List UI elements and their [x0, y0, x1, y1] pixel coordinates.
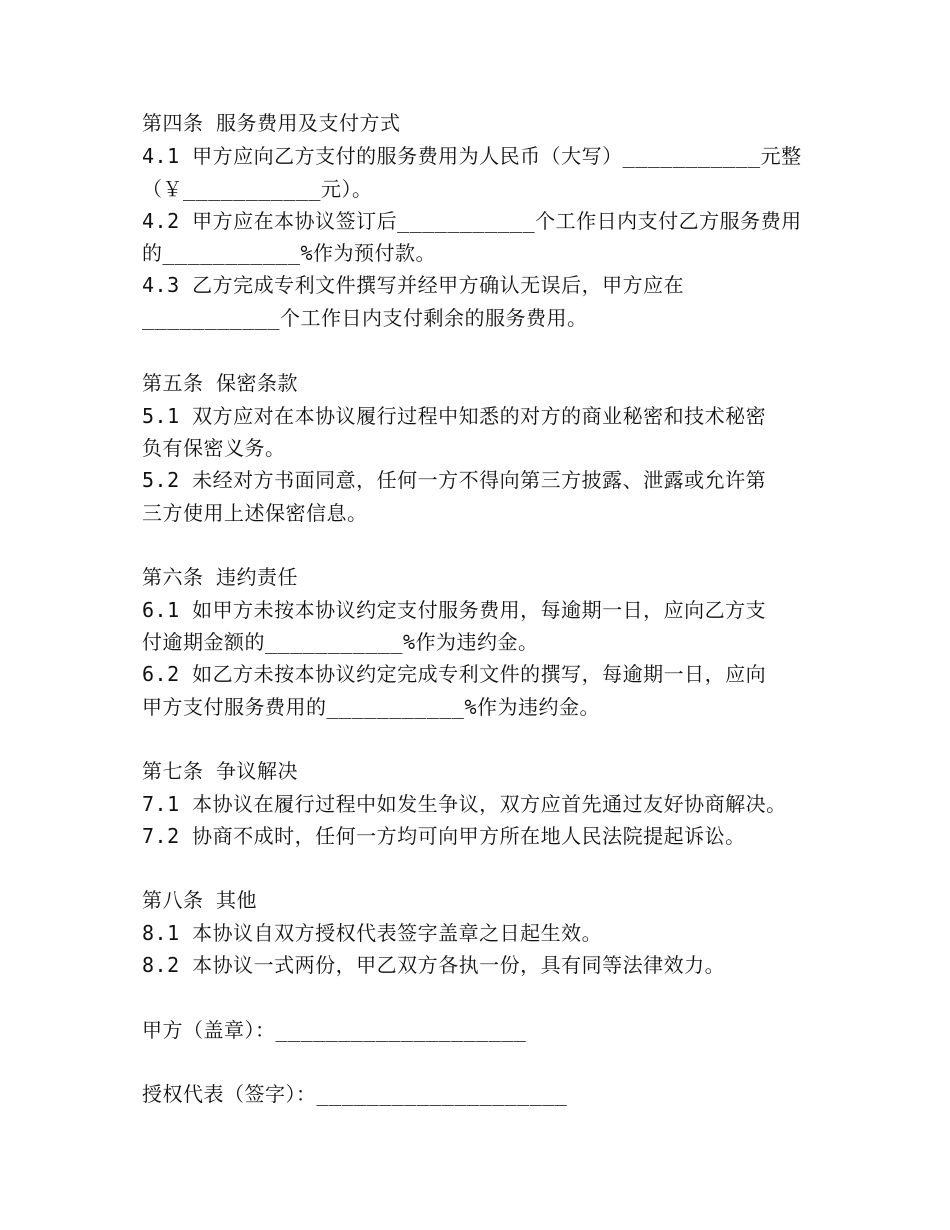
authorized-rep-signature-line: 授权代表（签字）：____________________: [142, 1082, 568, 1106]
clause-6-1-line-1: 6.1 如甲方未按本协议约定支付服务费用，每逾期一日，应向乙方支: [142, 598, 767, 622]
clause-8-1: 8.1 本协议自双方授权代表签字盖章之日起生效。: [142, 921, 603, 945]
section-8-heading: 第八条 其他: [142, 888, 258, 912]
clause-8-2: 8.2 本协议一式两份，甲乙双方各执一份，具有同等法律效力。: [142, 953, 726, 977]
clause-6-2-line-1: 6.2 如乙方未按本协议约定完成专利文件的撰写，每逾期一日，应向: [142, 662, 767, 686]
section-5-heading: 第五条 保密条款: [142, 371, 299, 395]
clause-6-2-line-2: 甲方支付服务费用的___________%作为违约金。: [142, 695, 600, 719]
clause-4-3-line-2: ___________个工作日内支付剩余的服务费用。: [142, 306, 588, 330]
clause-7-2: 7.2 协商不成时，任何一方均可向甲方所在地人民法院提起诉讼。: [142, 824, 746, 848]
party-a-seal-line: 甲方（盖章）：____________________: [142, 1018, 527, 1042]
clause-5-1-line-1: 5.1 双方应对在本协议履行过程中知悉的对方的商业秘密和技术秘密: [142, 404, 767, 428]
clause-7-1: 7.1 本协议在履行过程中如发生争议，双方应首先通过友好协商解决。: [142, 792, 787, 816]
clause-5-2-line-2: 三方使用上述保密信息。: [142, 501, 368, 525]
clause-5-1-line-2: 负有保密义务。: [142, 436, 286, 460]
clause-4-3-line-1: 4.3 乙方完成专利文件撰写并经甲方确认无误后，甲方应在: [142, 273, 685, 297]
clause-4-1-line-1: 4.1 甲方应向乙方支付的服务费用为人民币（大写）___________元整: [142, 144, 802, 168]
section-7-heading: 第七条 争议解决: [142, 759, 299, 783]
section-6-heading: 第六条 违约责任: [142, 565, 299, 589]
clause-4-2-line-2: 的___________%作为预付款。: [142, 241, 436, 265]
clause-4-2-line-1: 4.2 甲方应在本协议签订后___________个工作日内支付乙方服务费用: [142, 209, 802, 233]
clause-6-1-line-2: 付逾期金额的___________%作为违约金。: [142, 630, 539, 654]
section-4-heading: 第四条 服务费用及支付方式: [142, 111, 401, 135]
clause-5-2-line-1: 5.2 未经对方书面同意，任何一方不得向第三方披露、泄露或允许第: [142, 468, 767, 492]
clause-4-1-line-2: （￥___________元）。: [142, 177, 373, 201]
